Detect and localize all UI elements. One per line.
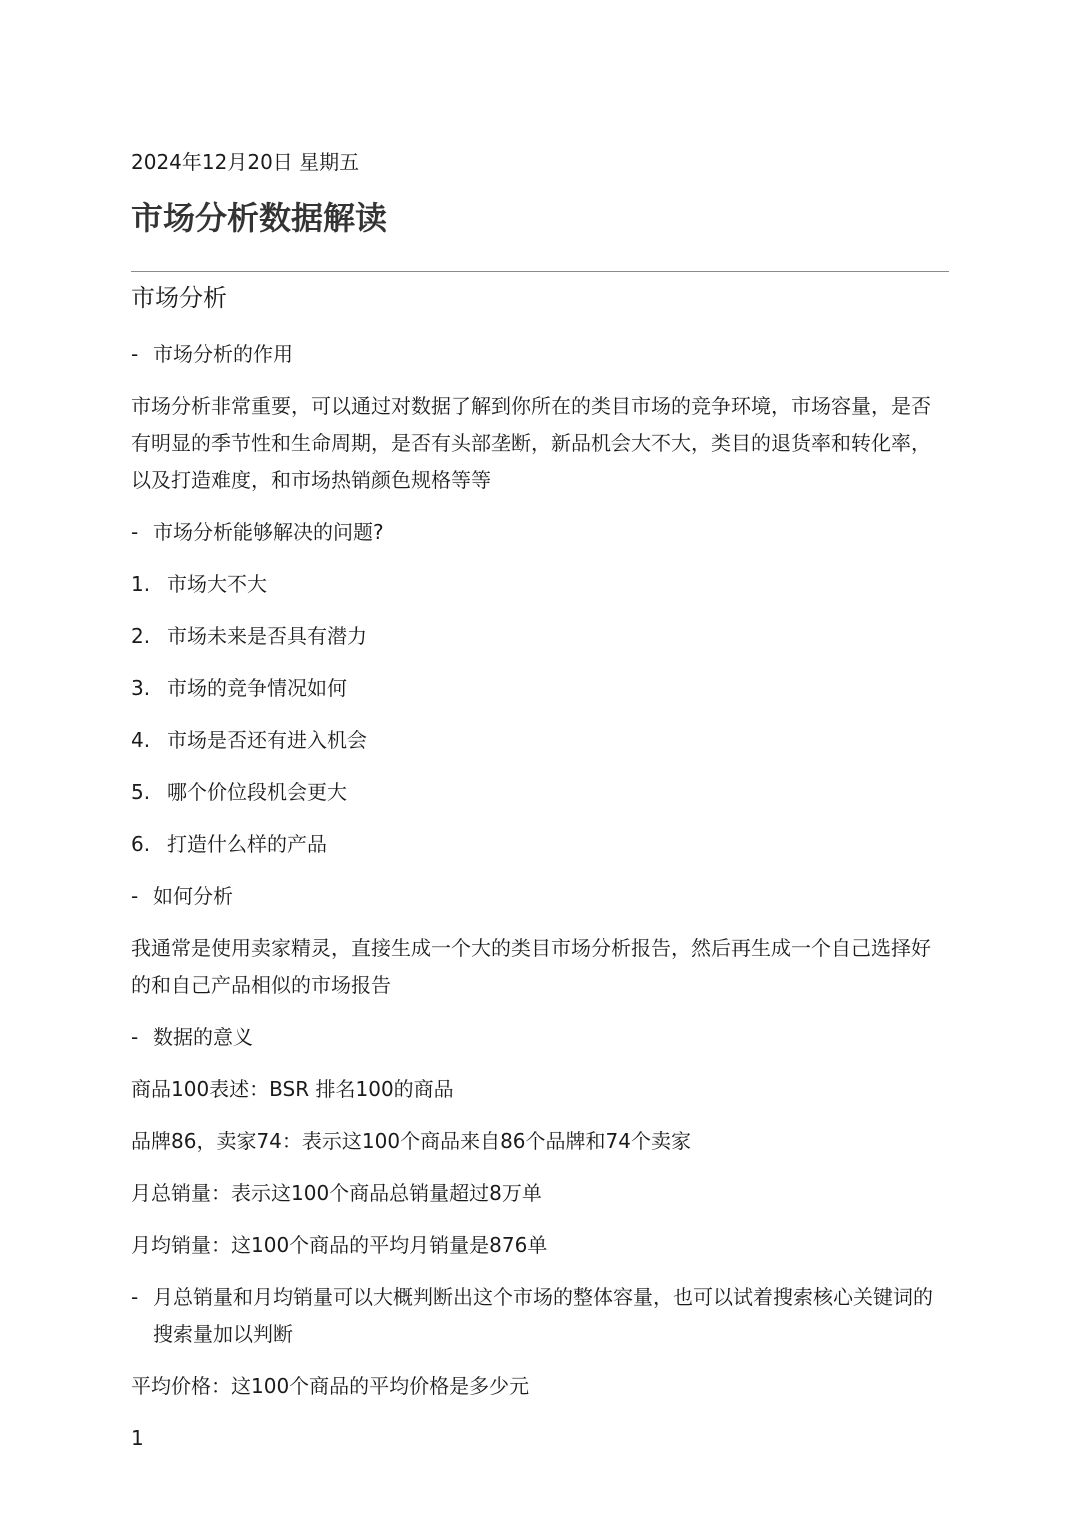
bullet-text: 数据的意义 xyxy=(153,1025,253,1049)
bullet-item xyxy=(131,878,949,915)
bullet-item xyxy=(131,1019,949,1056)
section-heading: 市场分析 xyxy=(131,284,227,312)
list-number: 4. xyxy=(131,728,151,752)
paragraph: 市场分析非常重要，可以通过对数据了解到你所在的类目市场的竞争环境，市场容量，是否有明显的季节性和生命周期，是否有头部垄断，新品机会大不大，类目的退货率和转化率，以及打造难度，和市场热销颜色规格等等 xyxy=(131,394,931,492)
paragraph: 平均价格：这100个商品的平均价格是多少元 xyxy=(131,1374,530,1398)
page-number: 1 xyxy=(131,1426,144,1450)
bullet-text: 月总销量和月均销量可以大概判断出这个市场的整体容量，也可以试着搜索核心关键词的搜索量加以判断 xyxy=(153,1285,933,1346)
list-item xyxy=(131,566,949,603)
paragraph: 月总销量：表示这100个商品总销量超过8万单 xyxy=(131,1181,542,1205)
bullet-mark: - xyxy=(131,1025,139,1049)
list-number: 3. xyxy=(131,676,151,700)
bullet-mark: - xyxy=(131,1285,139,1309)
bullet-mark: - xyxy=(131,884,139,908)
paragraph: 我通常是使用卖家精灵，直接生成一个大的类目市场分析报告，然后再生成一个自己选择好的和自己产品相似的市场报告 xyxy=(131,936,931,997)
document-date: 2024年12月20日 星期五 xyxy=(131,150,360,174)
list-item xyxy=(131,618,949,655)
list-item xyxy=(131,826,949,863)
bullet-item xyxy=(131,1279,949,1353)
paragraph: 品牌86，卖家74：表示这100个商品来自86个品牌和74个卖家 xyxy=(131,1129,691,1153)
paragraph: 商品100表述：BSR 排名100的商品 xyxy=(131,1077,454,1101)
bullet-mark: - xyxy=(131,342,139,366)
bullet-item xyxy=(131,514,949,551)
list-text: 哪个价位段机会更大 xyxy=(167,780,347,804)
list-number: 2. xyxy=(131,624,151,648)
bullet-text: 市场分析的作用 xyxy=(153,342,293,366)
divider xyxy=(131,271,949,272)
list-text: 市场的竞争情况如何 xyxy=(167,676,347,700)
bullet-mark: - xyxy=(131,520,139,544)
list-number: 6. xyxy=(131,832,151,856)
list-number: 1. xyxy=(131,572,151,596)
paragraph: 月均销量：这100个商品的平均月销量是876单 xyxy=(131,1233,548,1257)
list-number: 5. xyxy=(131,780,151,804)
list-text: 打造什么样的产品 xyxy=(167,832,327,856)
bullet-item xyxy=(131,336,949,373)
list-text: 市场未来是否具有潜力 xyxy=(167,624,367,648)
list-text: 市场大不大 xyxy=(167,572,267,596)
list-text: 市场是否还有进入机会 xyxy=(167,728,367,752)
list-item xyxy=(131,722,949,759)
list-item xyxy=(131,670,949,707)
bullet-text: 如何分析 xyxy=(153,884,233,908)
list-item xyxy=(131,774,949,811)
page-title: 市场分析数据解读 xyxy=(131,199,388,237)
document-body xyxy=(131,336,949,1420)
bullet-text: 市场分析能够解决的问题? xyxy=(153,520,384,544)
